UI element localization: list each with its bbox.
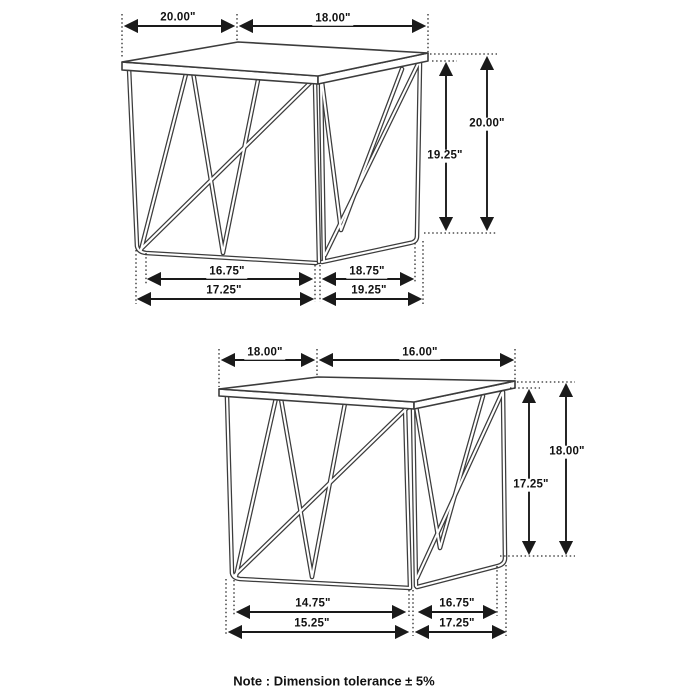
small-base-width-inner-label: 16.75" bbox=[436, 598, 477, 611]
large-base-depth-outer-label: 17.25" bbox=[203, 285, 244, 298]
large-base-depth-inner-label: 16.75" bbox=[206, 266, 247, 279]
small-base-depth-inner-label: 14.75" bbox=[292, 598, 333, 611]
large-overall-height-label: 20.00" bbox=[466, 118, 507, 131]
large-table-drawing bbox=[122, 42, 428, 263]
tolerance-note: Note : Dimension tolerance ± 5% bbox=[233, 673, 435, 689]
large-base-width-outer-label: 19.25" bbox=[348, 285, 389, 298]
large-top-width-label: 18.00" bbox=[312, 13, 353, 26]
small-top-width-label: 16.00" bbox=[399, 347, 440, 360]
large-top-depth-label: 20.00" bbox=[157, 12, 198, 25]
small-overall-height-label: 18.00" bbox=[546, 446, 587, 459]
small-table-drawing bbox=[219, 377, 515, 588]
small-base-depth-outer-label: 15.25" bbox=[291, 618, 332, 631]
small-base-width-outer-label: 17.25" bbox=[436, 618, 477, 631]
small-leg-height-label: 17.25" bbox=[510, 479, 551, 492]
large-base-width-inner-label: 18.75" bbox=[346, 266, 387, 279]
small-top-depth-label: 18.00" bbox=[244, 347, 285, 360]
large-leg-height-label: 19.25" bbox=[424, 150, 465, 163]
